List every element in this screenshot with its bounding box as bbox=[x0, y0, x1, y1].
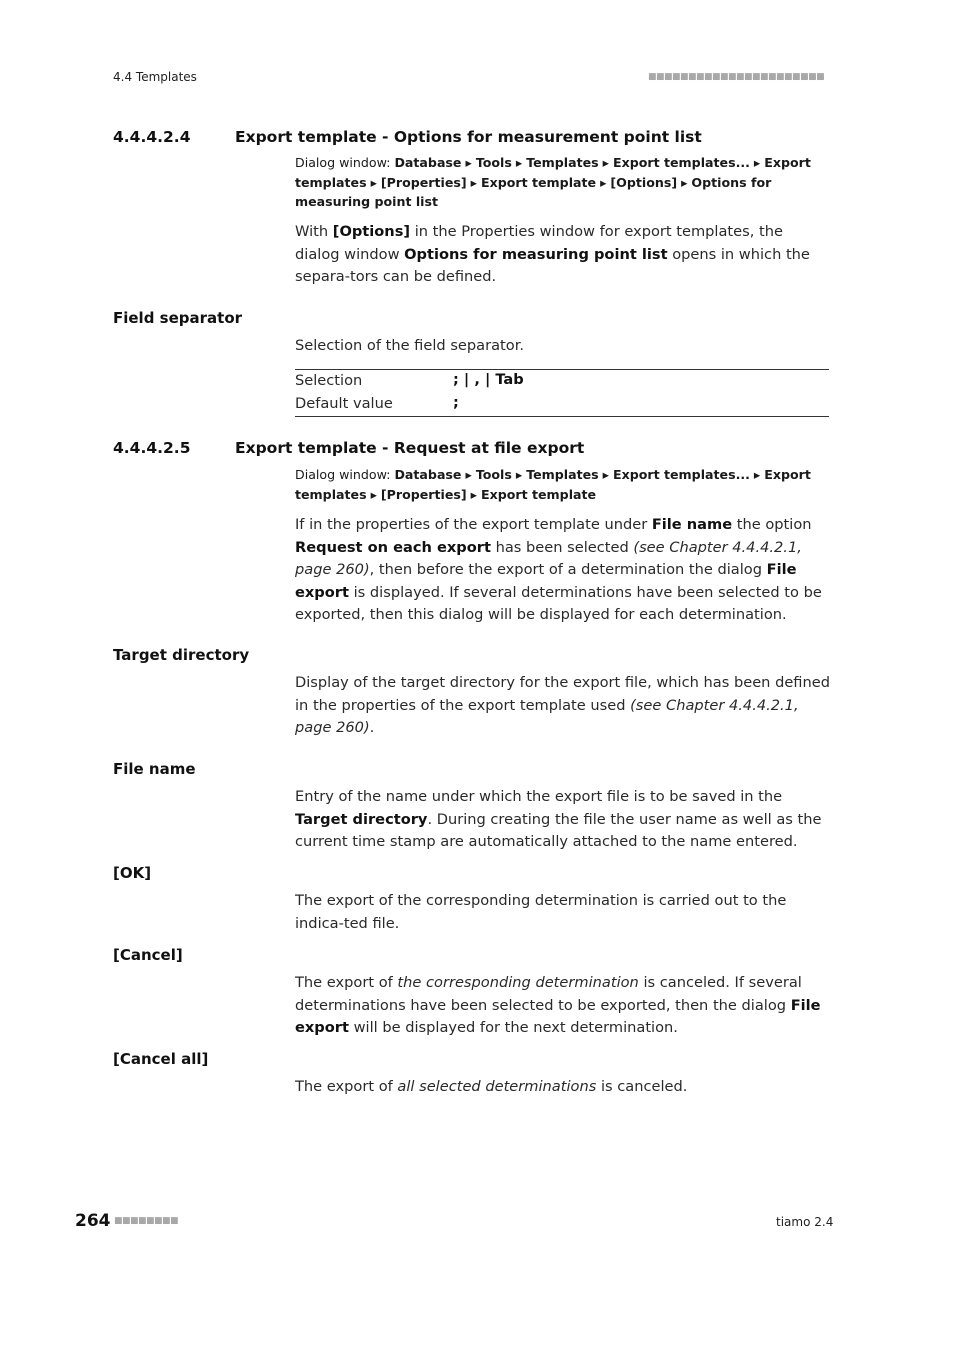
path-item: Database bbox=[394, 467, 462, 482]
path-arrow-icon: ▸ bbox=[598, 155, 613, 170]
target-directory-label: Target directory bbox=[113, 646, 250, 664]
file-name-label: File name bbox=[113, 760, 196, 778]
path-item: Options for measuring point list bbox=[295, 174, 772, 209]
path-item: Templates bbox=[526, 467, 599, 482]
path-arrow-icon: ▸ bbox=[596, 174, 611, 190]
path-arrow-icon: ▸ bbox=[466, 174, 481, 190]
intro-paragraph: If in the properties of the export template under File name the option Request on each export has been selected (see Chapter 4.4.4.2.1, page 260), then before the export of a determination the dialog File export is displayed. If several determinations have been selected to be exported, then this dialog will be displayed for each determination. bbox=[295, 516, 822, 623]
path-prefix: Dialog window: bbox=[295, 467, 395, 482]
path-arrow-icon: ▸ bbox=[749, 155, 765, 170]
path-arrow-icon: ▸ bbox=[461, 155, 476, 170]
cancel-all-description: The export of all selected determinations is canceled. bbox=[295, 1078, 688, 1095]
path-arrow-icon: ▸ bbox=[466, 486, 481, 502]
path-item: Templates bbox=[526, 155, 599, 170]
file-name-description: Entry of the name under which the export file is to be saved in the Target directory. During creating the file the user name as well as the current time stamp are automatically attached to the name entered. bbox=[295, 788, 822, 850]
section-title: Export template - Request at file export bbox=[235, 439, 585, 457]
dialog-path bbox=[295, 153, 831, 212]
cancel-button-label: [Cancel] bbox=[113, 946, 183, 964]
section-title: Export template - Options for measurement point list bbox=[235, 128, 702, 146]
table-row bbox=[295, 370, 829, 393]
path-item: Export template bbox=[480, 486, 597, 502]
path-item: Export template bbox=[480, 174, 597, 190]
path-arrow-icon: ▸ bbox=[749, 467, 765, 482]
target-directory-description: Display of the target directory for the export file, which has been defined in the properties of the export template used (see Chapter 4.4.4.2.1, page 260). bbox=[295, 674, 830, 736]
section-number: 4.4.4.2.5 bbox=[113, 439, 191, 457]
path-item: [Properties] bbox=[380, 174, 467, 190]
path-arrow-icon: ▸ bbox=[511, 155, 527, 170]
cancel-all-button-label: [Cancel all] bbox=[113, 1050, 209, 1068]
row-key: Default value bbox=[295, 395, 393, 412]
path-item: [Properties] bbox=[380, 486, 467, 502]
path-item: Export templates bbox=[295, 467, 811, 502]
cancel-description: The export of the corresponding determination is canceled. If several determinations have been selected to be exported, then the dialog File export will be displayed for the next determination. bbox=[295, 974, 821, 1036]
dialog-path bbox=[295, 465, 831, 504]
ok-description: The export of the corresponding determination is carried out to the indica-ted file. bbox=[295, 892, 787, 932]
footer-decoration: ■■■■■■■■ bbox=[114, 1216, 179, 1226]
intro-paragraph: With [Options] in the Properties window for export templates, the dialog window Options for measuring point list opens in which the separa-tors can be defined. bbox=[295, 223, 810, 285]
section-number: 4.4.4.2.4 bbox=[113, 128, 191, 146]
path-item: Tools bbox=[475, 467, 512, 482]
path-arrow-icon: ▸ bbox=[461, 467, 476, 482]
field-separator-label: Field separator bbox=[113, 309, 243, 327]
field-separator-description: Selection of the field separator. bbox=[295, 337, 524, 354]
path-arrow-icon: ▸ bbox=[511, 467, 527, 482]
path-prefix: Dialog window: bbox=[295, 155, 395, 170]
path-item: Database bbox=[394, 155, 462, 170]
table-row bbox=[295, 393, 829, 416]
path-arrow-icon: ▸ bbox=[677, 174, 692, 190]
row-value: ; bbox=[453, 394, 459, 411]
path-item: Export templates bbox=[295, 155, 811, 190]
row-key: Selection bbox=[295, 372, 363, 389]
parameter-table bbox=[295, 369, 829, 417]
product-name: tiamo 2.4 bbox=[776, 1215, 834, 1229]
path-item: Export templates... bbox=[612, 155, 750, 170]
page-number: 264 bbox=[75, 1211, 111, 1231]
path-arrow-icon: ▸ bbox=[366, 486, 381, 502]
row-value: ; | , | Tab bbox=[453, 371, 524, 388]
path-arrow-icon: ▸ bbox=[598, 467, 613, 482]
header-decoration: ■■■■■■■■■■■■■■■■■■■■■■ bbox=[648, 72, 825, 82]
running-header-section: 4.4 Templates bbox=[113, 70, 197, 84]
path-item: [Options] bbox=[610, 174, 678, 190]
path-arrow-icon: ▸ bbox=[366, 174, 381, 190]
path-item: Export templates... bbox=[612, 467, 750, 482]
ok-button-label: [OK] bbox=[113, 864, 152, 882]
path-item: Tools bbox=[475, 155, 512, 170]
